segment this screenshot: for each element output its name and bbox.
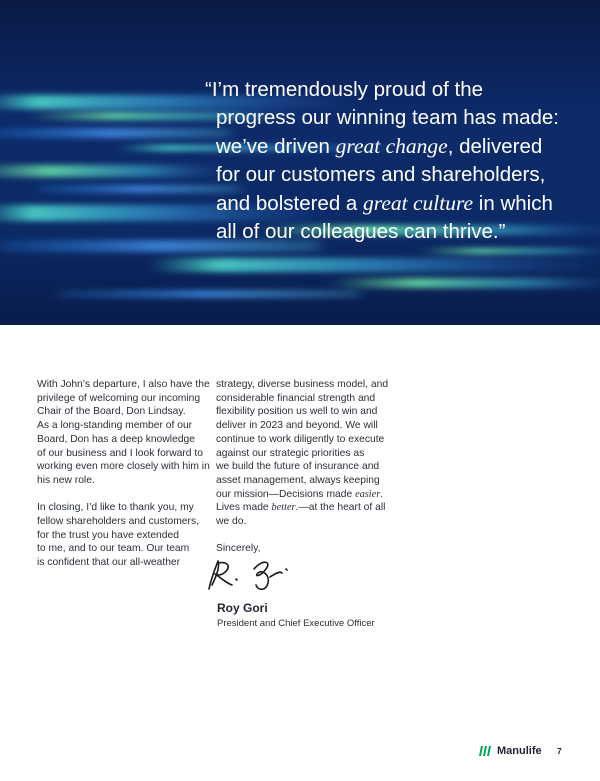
text-segment: .—at the heart of all <box>295 502 386 514</box>
signer-title: President and Chief Executive Officer <box>217 618 375 629</box>
pull-quote <box>205 76 575 246</box>
emphasis-text: great change <box>335 134 448 158</box>
signature-image <box>206 555 296 595</box>
text-segment: asset management, always keeping <box>216 474 380 486</box>
text-segment: deliver in 2023 and beyond. We will <box>216 420 378 432</box>
body-line <box>216 392 391 406</box>
brand-name: Manulife <box>497 745 542 757</box>
body-line <box>216 447 391 461</box>
emphasis-text: better <box>271 502 296 514</box>
quote-line <box>205 104 575 132</box>
letter-column-1 <box>37 378 209 570</box>
text-segment: all of our colleagues can thrive.” <box>216 220 506 243</box>
text-segment: considerable financial strength and <box>216 392 376 404</box>
text-segment: we’ve driven <box>216 135 336 158</box>
text-segment: we build the future of insurance and <box>216 461 380 473</box>
paragraph-gap <box>37 488 209 502</box>
text-segment: and bolstered a <box>216 192 364 215</box>
text-segment: “I’m tremendously proud of the <box>205 78 484 101</box>
text-segment: Lives made <box>216 502 272 514</box>
text-segment: our mission—Decisions made <box>216 488 356 500</box>
text-segment: progress our winning team has made: <box>216 106 559 129</box>
body-line <box>216 460 391 474</box>
emphasis-text: great culture <box>363 191 474 215</box>
text-segment: for our customers and shareholders, <box>216 163 546 186</box>
emphasis-text: easier <box>355 488 381 500</box>
body-line <box>216 515 391 529</box>
body-line: for the trust you have extended <box>37 529 179 541</box>
quote-line <box>205 76 575 104</box>
hero-banner <box>0 0 600 325</box>
page-number: 7 <box>557 746 562 756</box>
body-line <box>216 488 391 502</box>
body-line <box>216 474 391 488</box>
manulife-m-icon <box>478 746 492 756</box>
body-line <box>216 501 391 515</box>
body-line: to me, and to our team. Our team <box>37 543 190 555</box>
text-segment: strategy, diverse business model, and <box>216 379 389 390</box>
body-line: is confident that our all-weather <box>37 557 181 569</box>
body-line: In closing, I’d like to thank you, my <box>37 502 194 514</box>
body-line: fellow shareholders and customers, <box>37 516 199 528</box>
body-line <box>216 405 391 419</box>
quote-line <box>205 189 575 218</box>
text-segment: flexibility position us well to win and <box>216 406 378 418</box>
text-segment: in which <box>473 192 553 215</box>
text-segment: Sincerely, <box>216 543 261 555</box>
body-line <box>216 419 391 433</box>
text-segment: we do. <box>216 516 247 528</box>
body-line: working even more closely with him in <box>37 461 210 473</box>
body-line: Chair of the Board, Don Lindsay. <box>37 406 186 418</box>
body-line: With John’s departure, I also have the <box>37 379 210 390</box>
signer-name: Roy Gori <box>217 601 268 615</box>
body-line: of our business and I look forward to <box>37 447 203 459</box>
letter-column-2 <box>216 378 391 556</box>
text-segment: continue to work diligently to execute <box>216 433 385 445</box>
quote-line <box>205 218 575 246</box>
body-line: privilege of welcoming our incoming <box>37 392 201 404</box>
body-line: Board, Don has a deep knowledge <box>37 433 195 445</box>
text-segment: against our strategic priorities as <box>216 447 365 459</box>
text-segment: , delivered <box>447 135 543 158</box>
quote-line <box>205 132 575 161</box>
body-line: his new role. <box>37 474 95 486</box>
paragraph-gap <box>216 529 391 543</box>
text-segment: . <box>380 488 384 500</box>
body-line: As a long-standing member of our <box>37 420 193 432</box>
body-line <box>216 433 391 447</box>
manulife-logo <box>478 745 542 757</box>
body-line <box>216 378 391 392</box>
quote-line <box>205 161 575 189</box>
